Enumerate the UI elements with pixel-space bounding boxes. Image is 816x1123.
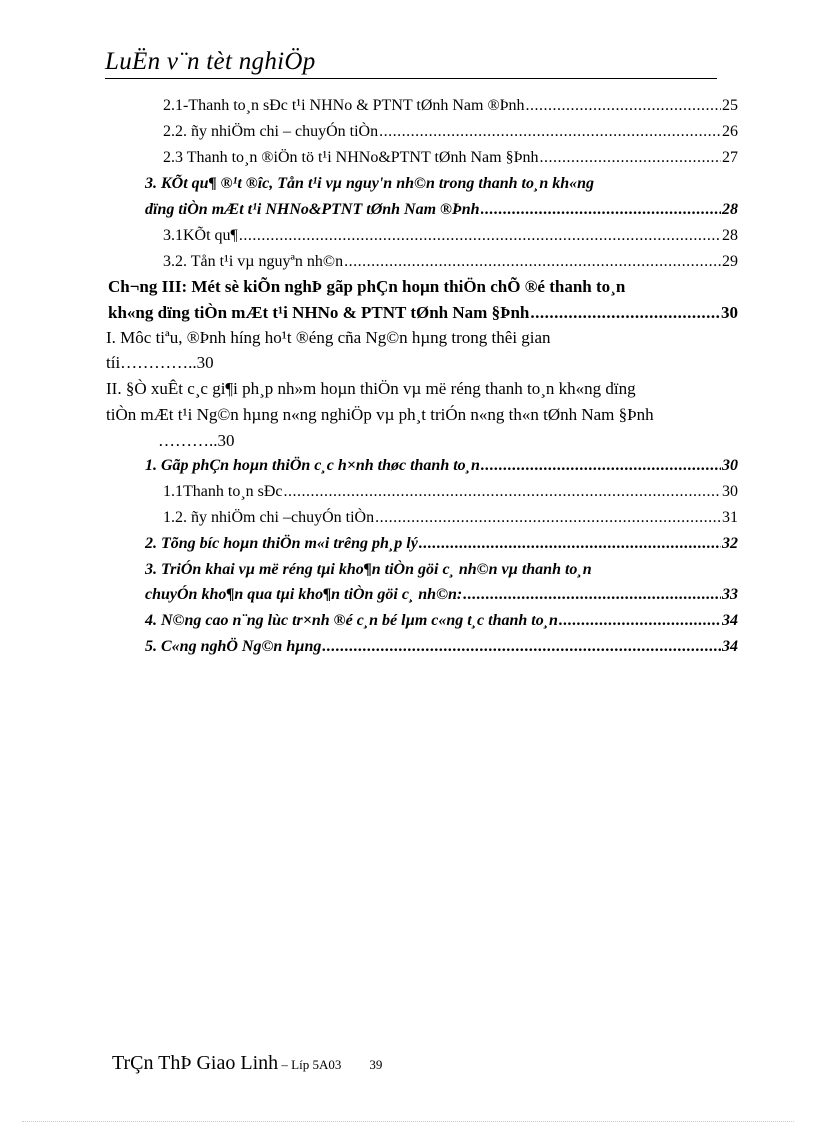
toc-entry — [163, 148, 738, 168]
toc-entry-page: 31 — [722, 509, 738, 526]
section-ii-line2: tiÒn mÆt t¹i Ng©n hµng n«ng nghiÖp vµ ph¸t triÓn n«ng th«n tØnh Nam §Þnh — [106, 405, 654, 424]
toc-entry-page: 25 — [722, 97, 738, 114]
section-ii-line3: ………..30 — [158, 431, 235, 450]
toc-entry-page: 30 — [721, 303, 738, 322]
toc-entry-label: 1.1Thanh to¸n sÐc — [163, 483, 283, 500]
toc-entry-label: 5. C«ng nghÖ Ng©n hµng — [145, 638, 322, 655]
toc-entry-page: 30 — [722, 483, 738, 500]
toc-leader-dots — [530, 303, 720, 323]
toc-leader-dots — [463, 585, 721, 605]
toc-leader-dots — [284, 482, 721, 502]
toc-entry — [163, 122, 738, 142]
toc-entry — [163, 252, 738, 272]
toc-entry — [145, 456, 738, 476]
section-i-line2: tíi…………..30 — [106, 353, 214, 372]
toc-entry-label: 3.2. Tån t¹i vµ nguyªn nh©n — [163, 253, 344, 270]
toc-entry-label: 3. KÕt qu¶ ®¹t ®îc, Tån t¹i vµ nguy'n nh©n trong thanh to¸n kh«ng — [145, 175, 595, 192]
toc-entry-label: 4. N©ng cao n¨ng lùc tr×nh ®é c¸n bé lµm c«ng t¸c thanh to¸n — [145, 612, 558, 629]
toc-entry-label: 1. Gãp phÇn hoµn thiÖn c¸c h×nh thøc thanh to¸n — [145, 457, 480, 474]
toc-entry-label: 2.3 Thanh to¸n ®iÖn tö t¹i NHNo&PTNT tØnh Nam §Þnh — [163, 149, 539, 166]
toc-entry — [163, 96, 738, 116]
toc-entry-label: 3.1KÕt qu¶ — [163, 227, 238, 244]
toc-leader-dots — [239, 226, 721, 246]
toc-entry — [163, 226, 738, 246]
toc-entry-label: chuyÓn kho¶n qua tµi kho¶n tiÒn göi c¸ nh©n: — [145, 586, 463, 603]
toc-entry-label: 2.2. ñy nhiÖm chi – chuyÓn tiÒn — [163, 123, 379, 140]
toc-entry — [163, 482, 738, 502]
toc-entry-page: 28 — [722, 201, 738, 218]
footer-class: – Líp 5A03 — [278, 1057, 342, 1072]
toc-leader-dots — [481, 200, 721, 220]
page-bottom-edge — [22, 1121, 794, 1122]
toc-leader-dots — [375, 508, 721, 528]
chapter-heading-label: Ch¬ng III: Mét sè kiÕn nghÞ gãp phÇn hoµn thiÖn chÕ ®é thanh to¸n — [108, 277, 626, 296]
toc-entry-page: 32 — [722, 535, 738, 552]
toc-leader-dots — [481, 456, 721, 476]
toc-leader-dots — [322, 637, 721, 657]
toc-entry — [145, 637, 738, 657]
toc-entry-page: 30 — [722, 457, 738, 474]
toc-leader-dots — [419, 534, 721, 554]
chapter-heading-line1 — [108, 277, 738, 297]
toc-entry — [163, 508, 738, 528]
section-i-line1: I. Môc tiªu, ®Þnh híng ho¹t ®éng cña Ng©n hµng trong thêi gian — [106, 328, 551, 347]
page-footer — [112, 1052, 382, 1075]
header-rule — [105, 78, 717, 79]
toc-entry-page: 27 — [722, 149, 738, 166]
chapter-heading — [108, 303, 738, 323]
section-ii-line1: II. §Ò xuÊt c¸c gi¶i ph¸p nh»m hoµn thiÖn vµ më réng thanh to¸n kh«ng dïng — [106, 379, 636, 398]
toc-entry-label: 2. Tõng bíc hoµn thiÖn m«i trêng ph¸p lý — [145, 535, 418, 552]
toc-leader-dots — [344, 252, 721, 272]
chapter-heading-label: kh«ng dïng tiÒn mÆt t¹i NHNo & PTNT tØnh Nam §Þnh — [108, 303, 530, 322]
toc-entry-line1 — [145, 560, 738, 580]
toc-entry-page: 26 — [722, 123, 738, 140]
toc-entry-label: 3. TriÓn khai vµ më réng tµi kho¶n tiÒn göi c¸ nh©n vµ thanh to¸n — [145, 561, 592, 578]
toc-entry — [145, 611, 738, 631]
toc-entry-page: 33 — [722, 586, 738, 603]
toc-entry — [145, 534, 738, 554]
toc-entry-label: dïng tiÒn mÆt t¹i NHNo&PTNT tØnh Nam ®Þnh — [145, 201, 480, 218]
toc-entry-page: 29 — [722, 253, 738, 270]
toc-leader-dots — [379, 122, 721, 142]
toc-entry-page: 34 — [722, 612, 738, 629]
toc-entry-label: 1.2. ñy nhiÖm chi –chuyÓn tiÒn — [163, 509, 375, 526]
toc-entry — [145, 200, 738, 220]
toc-leader-dots — [559, 611, 721, 631]
page-header-title: LuËn v¨n tèt nghiÖp — [105, 48, 316, 75]
footer-author: TrÇn ThÞ Giao Linh — [112, 1052, 279, 1074]
footer-page-number: 39 — [369, 1057, 383, 1072]
toc-leader-dots — [539, 148, 721, 168]
toc-entry-page: 28 — [722, 227, 738, 244]
toc-entry — [145, 585, 738, 605]
toc-entry-page: 34 — [722, 638, 738, 655]
toc-entry-label: 2.1-Thanh to¸n sÐc t¹i NHNo & PTNT tØnh Nam ®Þnh — [163, 97, 525, 114]
toc-entry-line1 — [145, 174, 738, 194]
toc-leader-dots — [526, 96, 721, 116]
